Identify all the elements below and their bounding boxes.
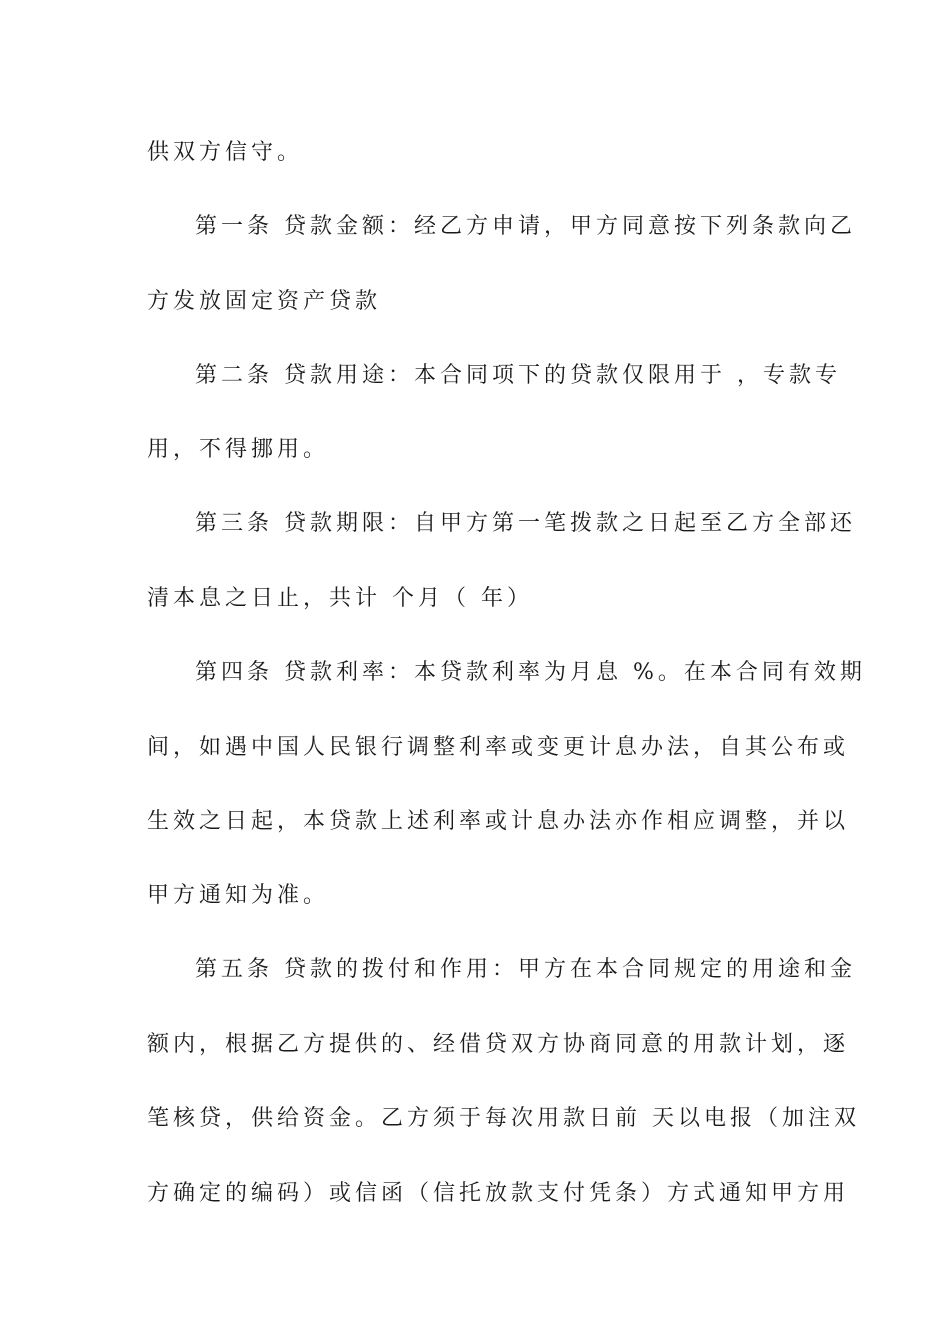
text-line: 笔核贷，供给资金。乙方须于每次用款日前 天以电报（加注双 — [147, 1106, 860, 1131]
text-line: 清本息之日止，共计 个月（ 年） — [147, 586, 533, 611]
text-line: 方发放固定资产贷款 — [147, 289, 382, 314]
article-5-heading-line: 第五条 贷款的拨付和作用：甲方在本合同规定的用途和金 — [195, 957, 856, 982]
text-line: 甲方通知为准。 — [147, 883, 330, 908]
text-line: 间，如遇中国人民银行调整利率或变更计息办法，自其公布或 — [147, 735, 850, 760]
article-1-heading-line: 第一条 贷款金额：经乙方申请，甲方同意按下列条款向乙 — [195, 214, 856, 239]
text-line: 用，不得挪用。 — [147, 437, 330, 462]
text-line: 生效之日起，本贷款上述利率或计息办法亦作相应调整，并以 — [147, 809, 850, 834]
article-2-heading-line: 第二条 贷款用途：本合同项下的贷款仅限用于 ，专款专 — [195, 363, 841, 388]
text-line: 方确定的编码）或信函（信托放款支付凭条）方式通知甲方用 — [147, 1181, 850, 1206]
article-3-heading-line: 第三条 贷款期限：自甲方第一笔拨款之日起至乙方全部还 — [195, 511, 856, 536]
text-line: 额内，根据乙方提供的、经借贷双方协商同意的用款计划，逐 — [147, 1032, 850, 1057]
text-line: 供双方信守。 — [147, 140, 304, 165]
article-4-heading-line: 第四条 贷款利率：本贷款利率为月息 %。在本合同有效期 — [195, 660, 866, 685]
